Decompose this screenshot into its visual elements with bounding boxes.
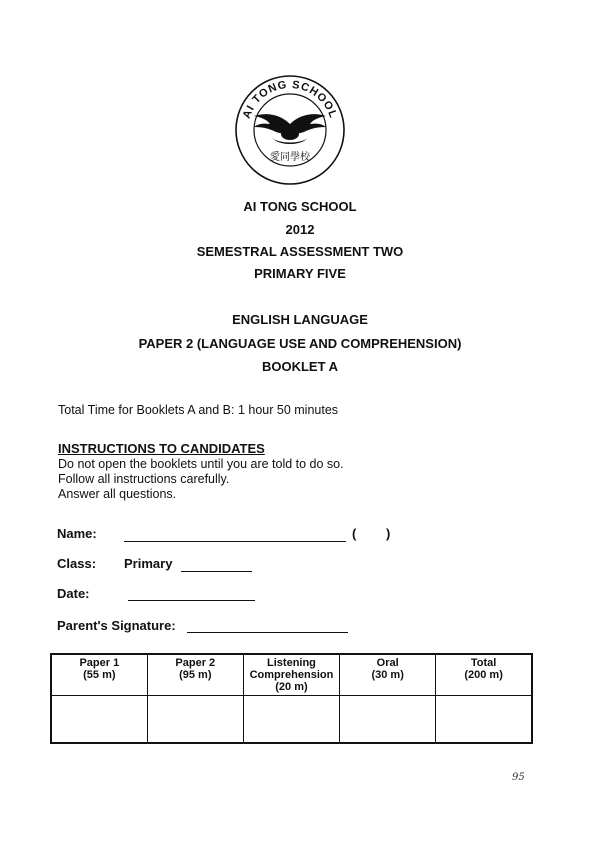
- class-label: Class:: [57, 556, 97, 571]
- school-crest-logo: [232, 74, 348, 186]
- score-column-header: [340, 654, 436, 696]
- name-label: Name:: [57, 526, 97, 541]
- score-entry-cell[interactable]: [436, 696, 532, 744]
- score-entry-cell[interactable]: [147, 696, 243, 744]
- class-prefix: Primary: [124, 556, 173, 571]
- subject: ENGLISH LANGUAGE: [232, 312, 368, 327]
- instruction-line: Answer all questions.: [58, 487, 177, 501]
- column-marks: (95 m): [179, 669, 212, 681]
- column-marks: (55 m): [83, 669, 116, 681]
- index-paren-close: ): [386, 526, 391, 541]
- column-marks: (30 m): [371, 669, 404, 681]
- column-title: Oral: [376, 657, 399, 669]
- crest-chinese-text: 愛同學校: [270, 152, 310, 163]
- column-title: Paper 2: [175, 657, 216, 669]
- score-column-header: [147, 654, 243, 696]
- instruction-line: Follow all instructions carefully.: [58, 472, 230, 486]
- crest-wings-emblem: [254, 114, 326, 144]
- booklet: BOOKLET A: [261, 359, 339, 374]
- level: PRIMARY FIVE: [254, 266, 346, 281]
- score-entry-cell[interactable]: [51, 696, 147, 744]
- crest-arc-text: AI TONG SCHOOL: [240, 78, 340, 121]
- column-title: Listening: [267, 657, 316, 669]
- score-entry-cell[interactable]: [340, 696, 436, 744]
- score-table-header-row: [51, 654, 532, 696]
- score-table: [50, 653, 533, 744]
- score-column-header: [243, 654, 339, 696]
- instructions-title: INSTRUCTIONS TO CANDIDATES: [58, 441, 265, 456]
- date-label: Date:: [57, 586, 90, 601]
- svg-text:AI TONG SCHOOL: [241, 79, 339, 120]
- paper-title: PAPER 2 (LANGUAGE USE AND COMPREHENSION): [138, 336, 462, 351]
- index-paren-open: (: [352, 526, 357, 541]
- column-title-line2: Comprehension: [249, 669, 334, 681]
- column-title: Total: [470, 657, 497, 669]
- instruction-line: Do not open the booklets until you are told to do so.: [58, 457, 344, 471]
- column-title: Paper 1: [79, 657, 120, 669]
- class-field[interactable]: [181, 571, 252, 572]
- page-number: 95: [512, 772, 525, 783]
- column-marks: (20 m): [275, 681, 308, 693]
- score-entry-cell[interactable]: [243, 696, 339, 744]
- total-time: Total Time for Booklets A and B: 1 hour 50 minutes: [58, 403, 339, 417]
- column-marks: (200 m): [464, 669, 503, 681]
- assessment-title: SEMESTRAL ASSESSMENT TWO: [196, 244, 404, 259]
- signature-label: Parent's Signature:: [57, 618, 176, 633]
- score-column-header: [51, 654, 147, 696]
- year: 2012: [285, 222, 315, 237]
- name-field[interactable]: [124, 541, 346, 542]
- score-table-entry-row: [51, 696, 532, 744]
- score-column-header: [436, 654, 532, 696]
- signature-field[interactable]: [187, 632, 348, 633]
- date-field[interactable]: [128, 600, 255, 601]
- school-name: AI TONG SCHOOL: [243, 199, 357, 214]
